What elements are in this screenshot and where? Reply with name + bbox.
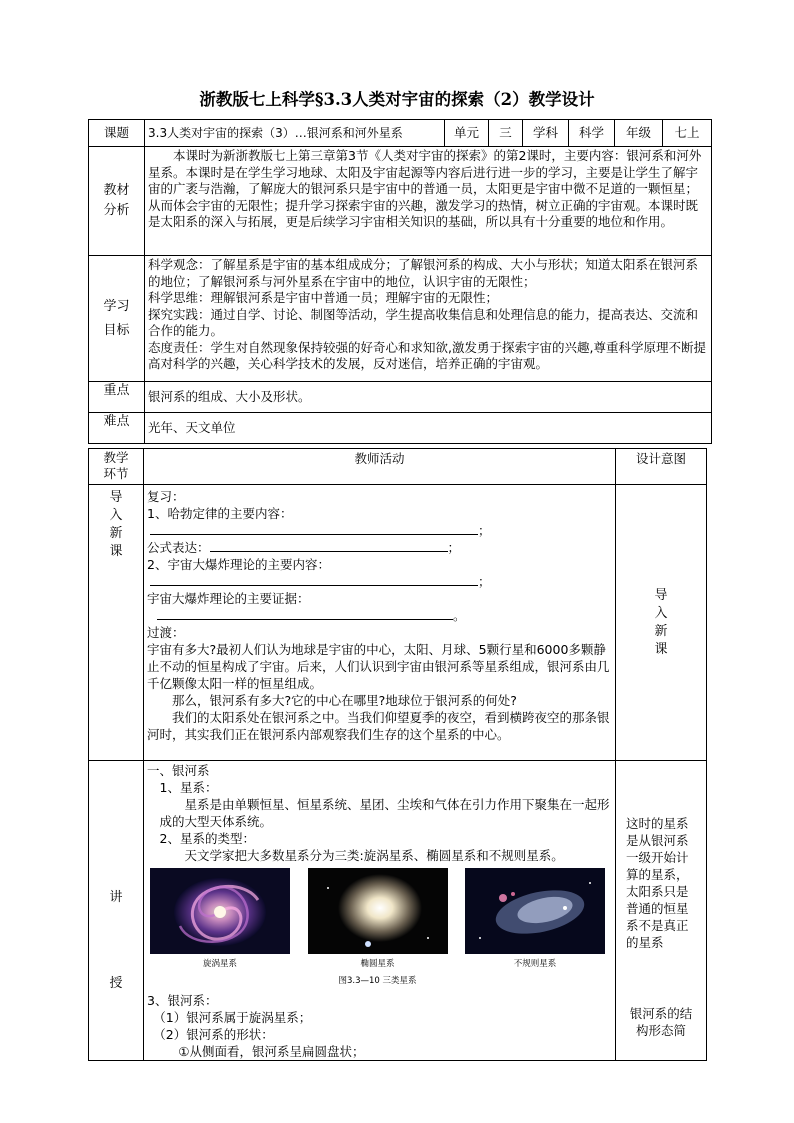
irregular-galaxy-image bbox=[465, 868, 605, 954]
unit-label: 单元 bbox=[445, 120, 489, 147]
lecture-stage: 讲 授 bbox=[89, 761, 144, 1061]
milky-way-point-2: （2）银河系的形状： bbox=[153, 1027, 274, 1042]
review-title: 复习： bbox=[147, 489, 185, 504]
evidence-line: 宇宙大爆炸理论的主要证据： bbox=[147, 591, 310, 606]
topic-label: 课题 bbox=[89, 120, 145, 147]
transition-answer: 我们的太阳系处在银河系之中。当我们仰望夏季的夜空，看到横跨夜空的那条银河时，其实我们正在银河系内部观察我们生存的这个星系的中心。 bbox=[147, 710, 610, 742]
galaxy-definition-title: 1、星系： bbox=[159, 780, 218, 795]
caption-spiral: 旋涡星系 bbox=[202, 959, 237, 969]
teaching-process-table bbox=[88, 448, 707, 1061]
grade-value: 七上 bbox=[663, 120, 712, 147]
objective-line: 态度责任：学生对自然现象保持较强的好奇心和求知欲,激发勇于探索宇宙的兴趣,尊重科学原理不断提高对科学的兴趣，关心科学技术的发展，反对迷信，培养正确的宇宙观。 bbox=[148, 339, 706, 371]
lecture-activity bbox=[144, 761, 616, 1061]
question-2: 2、宇宙大爆炸理论的主要内容： bbox=[147, 557, 330, 572]
unit-value: 三 bbox=[489, 120, 523, 147]
objectives-cell bbox=[145, 256, 712, 382]
difficulty-label: 难点 bbox=[89, 413, 145, 444]
lecture-intent-2: 银河系的结构形态简 bbox=[629, 1006, 693, 1038]
transition-question: 那么，银河系有多大?它的中心在哪里?地球位于银河系的何处? bbox=[172, 693, 517, 708]
key-point-text: 银河系的组成、大小及形状。 bbox=[145, 382, 712, 413]
milky-way-point-1: （1）银河系属于旋涡星系； bbox=[153, 1010, 312, 1025]
section-galaxy-title: 一、银河系 bbox=[147, 763, 210, 778]
transition-text: 宇宙有多大?最初人们认为地球是宇宙的中心，太阳、月球、5颗行星和6000多颗静止不动的恒星构成了宇宙。后来，人们认识到宇宙由银河系等星系组成，银河系由几千亿颗像太阳一样的恒星组成。 bbox=[147, 642, 610, 691]
lecture-intent-1: 这时的星系是从银河系一级开始计算的星系，太阳系只是普通的恒星系不是真正的星系 bbox=[626, 816, 689, 950]
activity-header: 教师活动 bbox=[144, 449, 616, 485]
blank-line-1: ； bbox=[147, 522, 612, 539]
milky-way-title: 3、银河系： bbox=[147, 993, 218, 1008]
objective-line: 科学观念：了解星系是宇宙的基本组成成分；了解银河系的构成、大小与形状；知道太阳系在银河系的地位；了解银河系与河外星系在宇宙中的地位，认识宇宙的无限性； bbox=[148, 257, 699, 289]
formula-line: 公式表达： ； bbox=[147, 540, 461, 555]
key-point-label: 重点 bbox=[89, 382, 145, 413]
question-1: 1、哈勃定律的主要内容： bbox=[147, 506, 293, 521]
galaxy-types-text: 天文学家把大多数星系分为三类:旋涡星系、椭圆星系和不规则星系。 bbox=[184, 848, 564, 863]
objective-line: 探究实践：通过自学、讨论、制图等活动，学生提高收集信息和处理信息的能力，提高表达、交流和合作的能力。 bbox=[148, 306, 699, 338]
intro-intent: 导 入 新 课 bbox=[616, 485, 707, 761]
intro-activity bbox=[144, 485, 616, 761]
milky-way-shape-side: ①从侧面看，银河系呈扁圆盘状； bbox=[178, 1044, 365, 1059]
blank-line-2: ； bbox=[147, 573, 612, 590]
caption-irregular: 不规则星系 bbox=[513, 959, 557, 969]
intro-stage: 导 入 新 课 bbox=[89, 485, 144, 761]
objective-line: 科学思维：理解银河系是宇宙中普通一员；理解宇宙的无限性； bbox=[148, 290, 499, 305]
topic-value: 3.3人类对宇宙的探索（3）…银河系和河外星系 bbox=[145, 120, 445, 147]
galaxy-types-title: 2、星系的类型： bbox=[159, 831, 255, 846]
galaxy-images bbox=[150, 868, 605, 954]
figure-caption: 图3.3—10 三类星系 bbox=[338, 976, 417, 986]
stage-header: 教学环节 bbox=[89, 449, 144, 485]
document-title: 浙教版七上科学§3.3人类对宇宙的探索（2）教学设计 bbox=[199, 90, 595, 109]
transition-title: 过渡： bbox=[147, 625, 185, 640]
subject-label: 学科 bbox=[523, 120, 569, 147]
lecture-intent bbox=[616, 761, 707, 1061]
analysis-text: 本课时为新浙教版七上第三章第3节《人类对宇宙的探索》的第2课时，主要内容：银河系和河外星系。本课时是在学生学习地球、太阳及宇宙起源等内容后进行进一步的学习，主要是让学生了解宇宙的广袤与浩瀚，了解庞大的银河系只是宇宙中的普通一员，太阳更是宇宙中微不足道的一颗恒星；从而体会宇宙的无限性；提升学习探索宇宙的兴趣，激发学习的热情，树立正确的宇宙观。本课时既是太阳系的深入与拓展，更是后续学习宇宙相关知识的基础，所以具有十分重要的地位和作用。 bbox=[148, 148, 702, 229]
caption-elliptical: 椭圆星系 bbox=[360, 959, 395, 969]
galaxy-definition-text: 星系是由单颗恒星、恒星系统、星团、尘埃和气体在引力作用下聚集在一起形成的大型天体系统。 bbox=[159, 797, 610, 829]
lesson-info-table bbox=[88, 119, 712, 444]
subject-value: 科学 bbox=[569, 120, 615, 147]
spiral-galaxy-image bbox=[150, 868, 290, 954]
analysis-text-cell bbox=[145, 147, 712, 256]
grade-label: 年级 bbox=[615, 120, 663, 147]
difficulty-text: 光年、天文单位 bbox=[145, 413, 712, 444]
elliptical-galaxy-image bbox=[308, 868, 448, 954]
intent-header: 设计意图 bbox=[616, 449, 707, 485]
blank-line-3: 。 bbox=[147, 607, 612, 624]
galaxy-image-captions bbox=[150, 956, 605, 973]
objectives-label: 学习目标 bbox=[89, 256, 145, 382]
analysis-label: 教材分析 bbox=[89, 147, 145, 256]
